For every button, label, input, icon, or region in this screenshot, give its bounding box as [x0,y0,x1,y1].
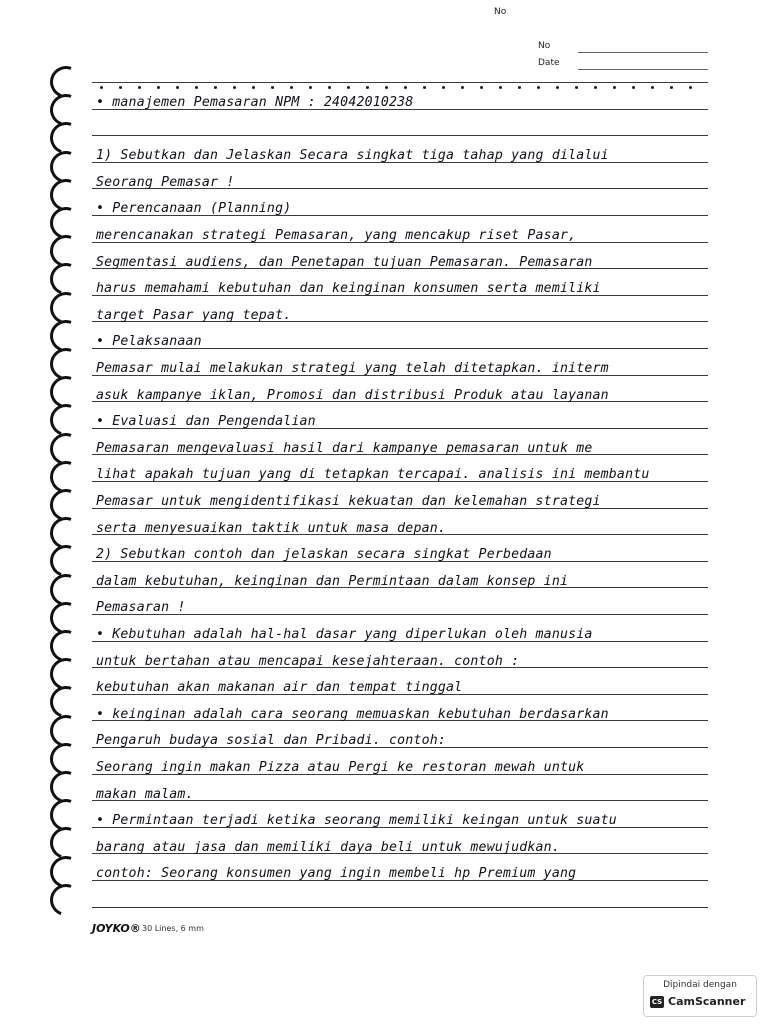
handwritten-line: Seorang Pemasar ! [96,174,235,190]
handwritten-line: serta menyesuaikan taktik untuk masa depan. [96,520,447,536]
margin-dot [290,86,293,89]
handwritten-line: • keinginan adalah cara seorang memuaskan kebutuhan berdasarkan [96,706,609,722]
margin-dot [613,86,616,89]
handwritten-line: • Pelaksanaan [96,334,202,350]
margin-dot [518,86,521,89]
margin-dot [670,86,673,89]
ruled-line [92,82,708,83]
page-number-label-top: No [494,7,507,17]
handwritten-line: • Evaluasi dan Pengendalian [96,414,316,430]
margin-dot [404,86,407,89]
margin-dot [442,86,445,89]
date-field-line [578,69,708,70]
handwritten-line: • Perencanaan (Planning) [96,201,292,217]
ruled-line [92,135,708,136]
ruled-line [92,907,708,908]
margin-dot [214,86,217,89]
margin-dot [632,86,635,89]
margin-dot [233,86,236,89]
margin-dot [100,86,103,89]
handwritten-line: Seorang ingin makan Pizza atau Pergi ke restoran mewah untuk [96,760,585,775]
paper-spec: 30 Lines, 6 mm [142,924,204,933]
margin-dot [499,86,502,89]
margin-dot [575,86,578,89]
margin-dot [195,86,198,89]
handwritten-line: merencanakan strategi Pemasaran, yang mencakup riset Pasar, [96,228,577,243]
handwritten-line: Pengaruh budaya sosial dan Pribadi. contoh: [96,733,447,749]
handwritten-line: dalam kebutuhan, keinginan dan Permintaan dalam konsep ini [96,573,569,589]
handwritten-line: Pemasar mulai melakukan strategi yang telah ditetapkan. initerm [96,361,609,376]
brand-logo: JOYKO® [92,922,141,935]
handwritten-line: • Kebutuhan adalah hal-hal dasar yang diperlukan oleh manusia [96,627,593,642]
margin-dot [461,86,464,89]
handwritten-line: untuk bertahan atau mencapai kesejahteraan. contoh : [96,653,520,669]
handwritten-line: lihat apakah tujuan yang di tetapkan tercapai. analisis ini membantu [96,467,650,483]
margin-dot [594,86,597,89]
camscanner-icon: CS [651,998,663,1006]
handwritten-line: makan malam. [96,786,194,802]
handwritten-line: • Permintaan terjadi ketika seorang memiliki keingan untuk suatu [96,813,617,829]
margin-dot [252,86,255,89]
margin-dot [423,86,426,89]
margin-dot [480,86,483,89]
handwritten-line: Pemasaran mengevaluasi hasil dari kampanye pemasaran untuk me [96,440,593,456]
handwritten-line: contoh: Seorang konsumen yang ingin membeli hp Premium yang [96,866,577,882]
number-label: No [538,41,551,51]
scanner-app-name: CamScanner [668,995,746,1008]
margin-dot [556,86,559,89]
handwritten-line: Segmentasi audiens, dan Penetapan tujuan Pemasaran. Pemasaran [96,254,593,270]
margin-dot [537,86,540,89]
handwritten-line: Pemasar untuk mengidentifikasi kekuatan dan kelemahan strategi [96,494,601,509]
handwritten-line: 2) Sebutkan contoh dan jelaskan secara singkat Perbedaan [96,547,552,563]
scanner-watermark [643,975,757,1017]
margin-dot [309,86,312,89]
scanner-label: Dipindai dengan [663,980,737,990]
handwritten-line: Pemasaran ! [96,600,186,616]
handwritten-line: kebutuhan akan makanan air dan tempat tinggal [96,680,463,696]
handwritten-line: • manajemen Pemasaran NPM : 24042010238 [96,95,414,110]
handwritten-line: asuk kampanye iklan, Promosi dan distribusi Produk atau layanan [96,387,609,403]
margin-dot [119,86,122,89]
margin-dot [157,86,160,89]
margin-dot [366,86,369,89]
margin-dot [138,86,141,89]
date-label: Date [538,58,560,68]
handwritten-line: target Pasar yang tepat. [96,307,292,323]
handwritten-line: barang atau jasa dan memiliki daya beli untuk mewujudkan. [96,839,560,855]
margin-dot [328,86,331,89]
binding-ring-icon [45,879,88,922]
margin-dot [689,86,692,89]
margin-dot [176,86,179,89]
margin-dot [385,86,388,89]
handwritten-line: 1) Sebutkan dan Jelaskan Secara singkat tiga tahap yang dilalui [96,148,609,164]
handwritten-line: harus memahami kebutuhan dan keinginan konsumen serta memiliki [96,281,601,297]
margin-dot [651,86,654,89]
margin-dot [347,86,350,89]
number-field-line [578,52,708,53]
margin-dot [271,86,274,89]
